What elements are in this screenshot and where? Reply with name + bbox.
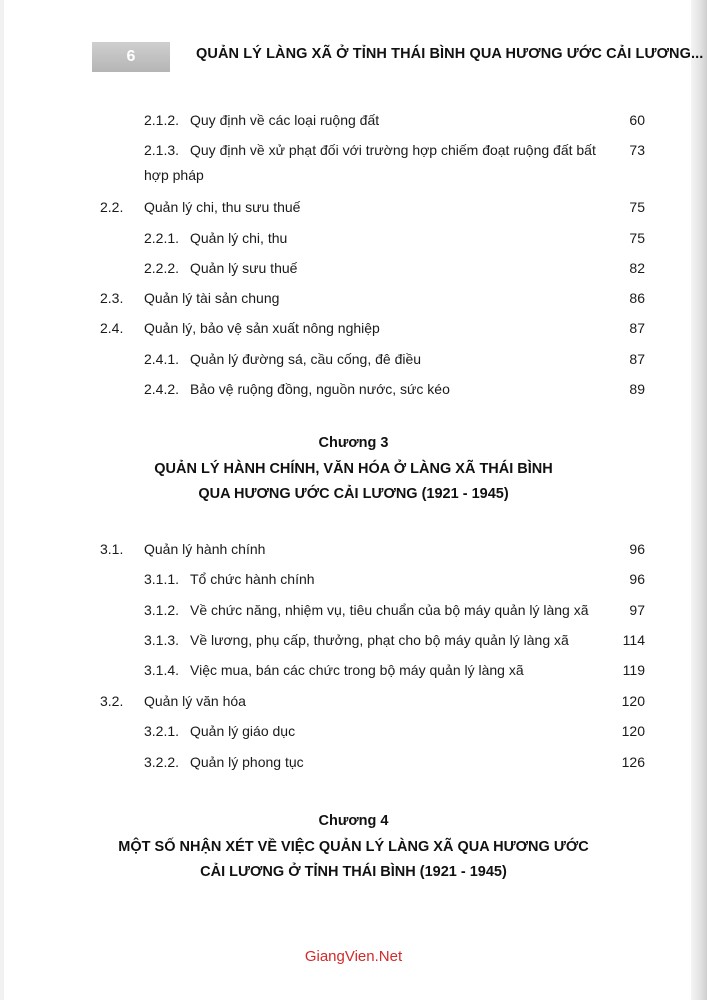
toc-page: 120 <box>621 723 645 739</box>
watermark: GiangVien.Net <box>304 948 403 965</box>
toc-entry <box>0 196 707 218</box>
toc-page: 96 <box>629 541 645 557</box>
toc-entry <box>0 227 707 249</box>
toc-entry <box>0 317 707 339</box>
toc-entry <box>0 378 707 400</box>
toc-page: 114 <box>622 632 645 648</box>
page-number-box <box>92 42 170 72</box>
toc-entry <box>0 659 707 681</box>
toc-page: 87 <box>629 351 645 367</box>
toc-title: Việc mua, bán các chức trong bộ máy quản lý làng xã <box>190 662 524 678</box>
toc-title: Quy định về xử phạt đối với trường hợp chiếm đoạt ruộng đất bất <box>190 142 596 158</box>
chapter-title-line2: CẢI LƯƠNG Ở TỈNH THÁI BÌNH (1921 - 1945) <box>200 864 507 880</box>
page-header <box>0 32 707 76</box>
toc-page: 86 <box>629 290 645 306</box>
toc-entry <box>0 690 707 712</box>
toc-number: 3.1.1. <box>144 571 180 587</box>
toc-entry <box>0 139 707 161</box>
toc-page: 119 <box>622 662 645 678</box>
toc-number: 2.4.2. <box>144 381 180 397</box>
toc-title: Quản lý văn hóa <box>144 693 246 709</box>
toc-number: 2.2. <box>100 199 124 215</box>
toc-title: Quản lý giáo dục <box>190 723 296 739</box>
toc-number: 3.2. <box>100 693 124 709</box>
toc-page: 75 <box>629 199 645 215</box>
toc-title: Quản lý tài sản chung <box>144 290 280 306</box>
chapter-label: Chương 3 <box>318 435 389 451</box>
toc-entry <box>0 287 707 309</box>
toc-entry <box>0 629 707 651</box>
toc-entry <box>0 109 707 131</box>
toc-title-continuation: hợp pháp <box>144 167 204 183</box>
toc-page: 75 <box>629 230 645 246</box>
toc-title: Về chức năng, nhiệm vụ, tiêu chuẩn của bộ máy quản lý làng xã <box>190 602 589 618</box>
toc-entry <box>0 720 707 742</box>
toc-title: Quản lý chi, thu <box>190 230 288 246</box>
toc-number: 3.2.1. <box>144 723 180 739</box>
toc-number: 2.1.3. <box>144 142 180 158</box>
toc-page: 87 <box>629 320 645 336</box>
toc-page: 82 <box>629 260 645 276</box>
toc-entry <box>0 599 707 621</box>
toc-title: Quản lý chi, thu sưu thuế <box>144 199 301 215</box>
toc-page: 73 <box>629 142 645 158</box>
toc-entry <box>0 538 707 560</box>
toc-number: 3.1. <box>100 541 124 557</box>
toc-title: Quản lý phong tục <box>190 754 304 770</box>
toc-number: 3.2.2. <box>144 754 180 770</box>
toc-number: 2.2.1. <box>144 230 180 246</box>
toc-title: Quản lý sưu thuế <box>190 260 298 276</box>
toc-title: Tổ chức hành chính <box>190 571 315 587</box>
toc-entry <box>0 257 707 279</box>
toc-page: 97 <box>629 602 645 618</box>
toc-entry-continuation <box>0 164 707 186</box>
chapter-label: Chương 4 <box>318 813 389 829</box>
toc-page: 120 <box>621 693 645 709</box>
toc-title: Quản lý, bảo vệ sản xuất nông nghiệp <box>144 320 380 336</box>
toc-title: Bảo vệ ruộng đồng, nguồn nước, sức kéo <box>190 381 450 397</box>
toc-title: Về lương, phụ cấp, thưởng, phạt cho bộ máy quản lý làng xã <box>190 632 569 648</box>
toc-number: 2.4. <box>100 320 124 336</box>
toc-number: 2.1.2. <box>144 112 180 128</box>
chapter-title-line1: MỘT SỐ NHẬN XÉT VỀ VIỆC QUẢN LÝ LÀNG XÃ QUA HƯƠNG ƯỚC <box>118 839 589 855</box>
toc-page: 126 <box>621 754 645 770</box>
toc-number: 2.4.1. <box>144 351 180 367</box>
toc-entry <box>0 751 707 773</box>
toc-number: 3.1.4. <box>144 662 180 678</box>
chapter-title-line2: QUA HƯƠNG ƯỚC CẢI LƯƠNG (1921 - 1945) <box>198 486 509 502</box>
toc-number: 2.2.2. <box>144 260 180 276</box>
toc-title: Quản lý hành chính <box>144 541 266 557</box>
toc-page: 89 <box>629 381 645 397</box>
toc-title: Quản lý đường sá, cầu cống, đê điều <box>190 351 422 367</box>
chapter-title-line1: QUẢN LÝ HÀNH CHÍNH, VĂN HÓA Ở LÀNG XÃ THÁI BÌNH <box>154 461 553 477</box>
toc-page: 60 <box>629 112 645 128</box>
toc-number: 3.1.3. <box>144 632 180 648</box>
toc-page: 96 <box>629 571 645 587</box>
running-title: QUẢN LÝ LÀNG XÃ Ở TỈNH THÁI BÌNH QUA HƯƠNG ƯỚC CẢI LƯƠNG... <box>196 46 704 62</box>
page-number: 6 <box>126 48 136 65</box>
toc-entry <box>0 348 707 370</box>
toc-number: 3.1.2. <box>144 602 180 618</box>
toc-entry <box>0 568 707 590</box>
toc-number: 2.3. <box>100 290 124 306</box>
toc-title: Quy định về các loại ruộng đất <box>190 112 380 128</box>
